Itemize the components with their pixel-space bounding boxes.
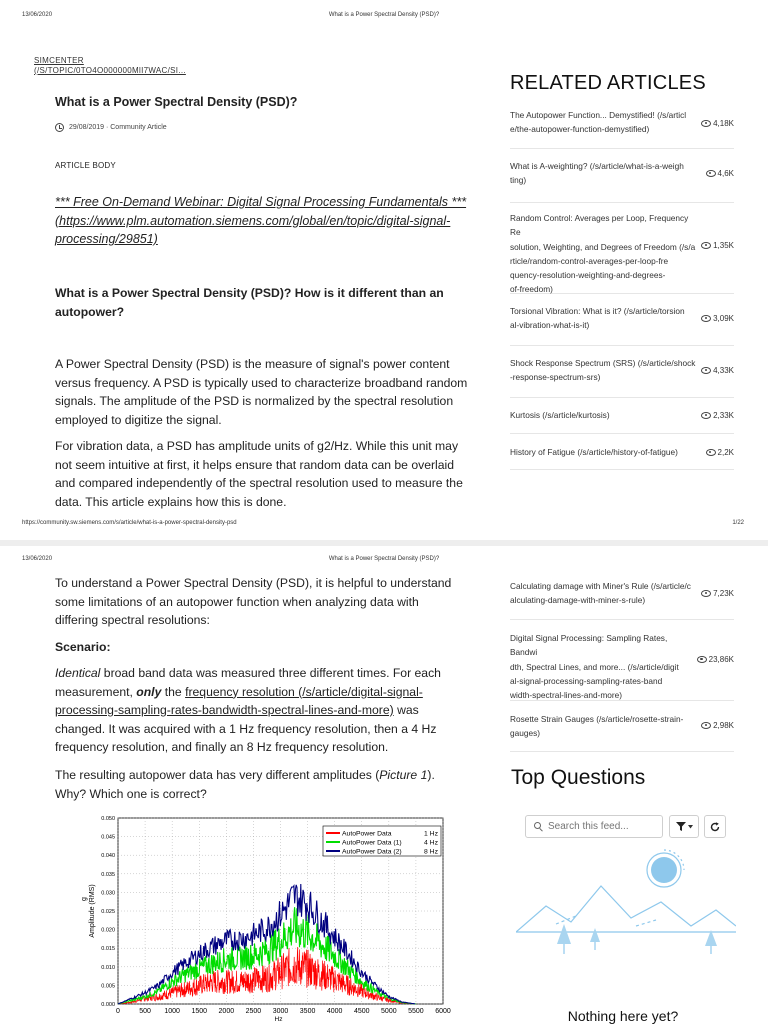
link-line[interactable]: Random Control: Averages per Loop, Frequency Re (510, 213, 689, 238)
chevron-down-icon (688, 825, 693, 829)
view-count-value: 7,23K (713, 589, 734, 598)
link-line[interactable]: History of Fatigue (/s/article/history-of-fatigue) (510, 447, 678, 457)
y-tick-label: 0.040 (101, 853, 115, 860)
sun (651, 857, 677, 883)
link-line[interactable]: e/the-autopower-function-demystified) (510, 124, 650, 135)
para-line: employed to digitize the signal. (55, 412, 222, 427)
y-tick-label: 0.025 (101, 909, 115, 915)
related-articles-continued (510, 568, 734, 758)
tree (590, 928, 600, 942)
eye-icon (701, 590, 711, 597)
breadcrumb-line[interactable]: SIMCENTER (34, 56, 84, 65)
scenario-heading: Scenario: (55, 640, 111, 654)
related-article-item[interactable] (510, 294, 734, 346)
breadcrumb-line[interactable]: (/S/TOPIC/0TO4O000000MlI7WAC/SI... (34, 66, 186, 75)
view-count (701, 411, 734, 420)
related-article-link[interactable] (510, 631, 696, 702)
related-article-link[interactable] (510, 356, 696, 385)
eye-icon (701, 242, 711, 249)
text: ). (427, 768, 435, 782)
footer-page-number: 1/22 (732, 520, 744, 526)
x-tick-label: 2500 (245, 1008, 262, 1015)
view-count-value: 4,18K (713, 119, 734, 128)
related-article-link[interactable] (510, 408, 696, 422)
link-line[interactable]: ting) (510, 175, 527, 186)
view-count (701, 721, 734, 730)
search-input[interactable] (548, 821, 658, 832)
view-count (701, 589, 734, 598)
link-line[interactable]: dth, Spectral Lines, and more... (/s/article/digit (510, 661, 679, 672)
text: was (393, 703, 419, 717)
empty-state-text: Nothing here yet? (567, 1008, 679, 1024)
x-tick-label: 6000 (435, 1008, 451, 1015)
related-article-item[interactable] (510, 106, 734, 149)
frequency-resolution-link[interactable]: processing-sampling-rates-bandwidth-spectral-lines-and-more) (55, 703, 394, 717)
x-tick-label: 3000 (272, 1008, 289, 1015)
subheading-line: autopower? (55, 304, 125, 319)
related-article-link[interactable] (510, 108, 696, 137)
top-questions-title: Top Questions (511, 766, 646, 789)
para-line: To understand a Power Spectral Density (PSD), it is helpful to understand (55, 576, 452, 590)
y-tick-label: 0.005 (101, 983, 115, 990)
legend-label: AutoPower Data (1) (342, 839, 402, 847)
y-tick-label: 0.010 (101, 964, 115, 971)
x-tick-label: 2000 (218, 1008, 235, 1015)
para-line: differing spectral resolutions: (55, 613, 210, 627)
eye-icon (706, 449, 716, 456)
y-tick-label: 0.030 (101, 890, 115, 897)
text: The resulting autopower data has very different amplitudes ( (55, 768, 380, 782)
autopower-chart (80, 812, 455, 1024)
frequency-resolution-link[interactable]: frequency resolution (/s/article/digital-signal- (185, 684, 423, 699)
emphasis: only (136, 684, 162, 699)
eye-icon (697, 656, 707, 663)
legend-label: AutoPower Data (342, 830, 392, 838)
view-count-value: 1,35K (713, 241, 734, 250)
view-count-value: 4,33K (713, 366, 734, 375)
y-axis-label: Amplitude (RMS) (89, 884, 96, 938)
y-tick-label: 0.045 (101, 834, 115, 841)
subheading-line: What is a Power Spectral Density (PSD)? How is it different than an (55, 286, 444, 300)
link-line[interactable]: Digital Signal Processing: Sampling Rates, Bandwi (510, 633, 668, 658)
header-title: What is a Power Spectral Density (PSD)? (328, 556, 440, 562)
emphasis: Identical (55, 666, 101, 680)
legend-resolution: 4 Hz (424, 839, 438, 847)
view-count (701, 119, 734, 128)
para-line: and compared independently of the spectral resolution used to measure the (55, 476, 463, 490)
y-tick-label: 0.000 (101, 1002, 115, 1008)
eye-icon (701, 315, 711, 322)
legend-resolution: 1 Hz (424, 830, 438, 838)
link-line[interactable]: of-freedom) (510, 284, 553, 295)
page-separator (0, 540, 768, 546)
para-line: For vibration data, a PSD has amplitude units of g2/Hz. While this unit may (55, 439, 459, 453)
view-count-value: 23,86K (708, 655, 734, 664)
related-articles-title: RELATED ARTICLES (510, 72, 706, 94)
link-line[interactable]: Shock Response Spectrum (SRS) (/s/article/shock (510, 358, 696, 368)
x-tick-label: 0 (116, 1008, 120, 1015)
related-article-item[interactable] (510, 149, 734, 203)
mountains (516, 886, 736, 932)
eye-icon (701, 120, 711, 127)
y-tick-label: 0.015 (101, 946, 115, 953)
link-line[interactable]: quency-resolution-weighting-and-degrees- (510, 270, 666, 281)
para-line: A Power Spectral Density (PSD) is the measure of signal's power content (55, 357, 450, 371)
view-count-value: 3,09K (713, 314, 734, 323)
eye-icon (701, 412, 711, 419)
related-article-link[interactable] (510, 159, 696, 188)
view-count-value: 4,6K (717, 169, 734, 178)
related-article-item[interactable] (510, 203, 734, 294)
para-line (55, 701, 475, 720)
view-count (697, 655, 734, 664)
text: measurement, (55, 684, 137, 699)
para-line (55, 766, 475, 785)
search-icon (534, 822, 543, 831)
para-line: not seem intuitive at first, it helps ensure that random data can be overlaid (55, 457, 455, 472)
view-count (701, 241, 734, 250)
related-articles (510, 72, 734, 512)
paragraph-result (55, 766, 475, 803)
eye-icon (701, 367, 711, 374)
related-article-link[interactable] (510, 445, 696, 459)
view-count-value: 2,33K (713, 411, 734, 420)
search-box[interactable] (525, 815, 663, 838)
picture-ref: Picture 1 (379, 768, 428, 782)
x-tick-label: 5500 (408, 1008, 424, 1015)
article-meta (55, 123, 475, 132)
para-line (55, 683, 475, 702)
paragraph-vibration-units (55, 437, 475, 511)
link-line[interactable]: Calculating damage with Miner's Rule (/s/article/c (510, 581, 691, 591)
x-tick-label: 1000 (164, 1008, 180, 1015)
view-count (701, 314, 734, 323)
y-tick-label: 0.035 (101, 871, 115, 878)
empty-state-illustration (516, 846, 736, 966)
view-count-value: 2,2K (717, 448, 734, 457)
para-line: changed. It was acquired with a 1 Hz frequency resolution, then a 4 Hz (55, 721, 437, 736)
filter-button[interactable] (669, 815, 699, 838)
text: the (161, 684, 186, 699)
para-line: signals. The amplitude of the PSD is normalized by the spectral resolution (55, 394, 454, 408)
tree (557, 924, 571, 944)
paragraph-psd-definition (55, 355, 475, 429)
link-line[interactable]: What is A-weighting? (/s/article/what-is-a-weigh (510, 161, 684, 171)
para-line: Why? Which one is correct? (55, 786, 207, 801)
paragraph-intro (55, 574, 475, 630)
text: broad band data was measured three different times. For each (100, 666, 441, 680)
header-date: 13/06/2020 (22, 12, 53, 18)
para-line: frequency resolution, and finally an 8 Hz frequency resolution. (55, 740, 389, 754)
eye-icon (701, 722, 711, 729)
link-line[interactable]: -response-spectrum-srs) (510, 372, 601, 383)
related-article-item[interactable] (510, 620, 734, 701)
related-article-item[interactable] (510, 346, 734, 398)
x-tick-label: 5000 (381, 1008, 397, 1015)
view-count (701, 366, 734, 375)
para-line: some limitations of an autopower function when analyzing data with (55, 594, 419, 609)
article-meta-text: 29/08/2019 · Community Article (69, 124, 167, 131)
y-axis-unit: g (81, 897, 88, 901)
legend-resolution: 8 Hz (424, 848, 438, 856)
link-line[interactable]: al-vibration-what-is-it) (510, 320, 590, 331)
related-article-item[interactable] (510, 568, 734, 620)
link-line[interactable]: width-spectral-lines-and-more) (510, 690, 623, 701)
breadcrumb[interactable] (34, 56, 186, 76)
x-axis-label: Hz (274, 1016, 283, 1023)
related-article-item[interactable] (510, 701, 734, 752)
x-tick-label: 3500 (299, 1008, 316, 1015)
header-title: What is a Power Spectral Density (PSD)? (328, 12, 440, 18)
related-article-link[interactable] (510, 712, 696, 741)
para-line: versus frequency. A PSD is typically used to characterize broadband random (55, 375, 468, 390)
para-line: data. This article explains how this is done. (55, 494, 287, 509)
footer-url[interactable]: https://community.sw.siemens.com/s/article/what-is-a-power-spectral-density-psd (22, 520, 237, 526)
refresh-button[interactable] (704, 815, 726, 838)
link-line[interactable]: solution, Weighting, and Degrees of Freedom (/s/a (510, 241, 696, 252)
webinar-line[interactable]: processing/29851) (55, 232, 158, 246)
related-article-item[interactable] (510, 434, 734, 470)
subheading (55, 284, 475, 321)
view-count (706, 169, 734, 178)
x-tick-label: 1500 (191, 1008, 208, 1015)
view-count (706, 448, 734, 457)
related-article-link[interactable] (510, 211, 696, 297)
paragraph-scenario (55, 664, 475, 757)
x-tick-label: 500 (139, 1008, 151, 1015)
webinar-link[interactable] (55, 193, 485, 249)
link-line[interactable]: alculating-damage-with-miner-s-rule) (510, 595, 646, 606)
filter-icon (676, 822, 686, 831)
y-tick-label: 0.050 (101, 816, 115, 822)
link-line[interactable]: The Autopower Function... Demystified! (/s/articl (510, 110, 687, 120)
clock-icon (55, 123, 64, 132)
article-title: What is a Power Spectral Density (PSD)? (55, 95, 298, 109)
x-tick-label: 4500 (353, 1008, 370, 1015)
webinar-line[interactable]: *** Free On-Demand Webinar: Digital Signal Processing Fundamentals *** (55, 195, 467, 209)
webinar-line[interactable]: (https://www.plm.automation.siemens.com/global/en/topic/digital-signal- (55, 213, 451, 228)
related-article-item[interactable] (510, 398, 734, 434)
eye-icon (706, 170, 716, 177)
view-count-value: 2,98K (713, 721, 734, 730)
legend-label: AutoPower Data (2) (342, 848, 402, 856)
link-line[interactable]: Torsional Vibration: What is it? (/s/article/torsion (510, 306, 685, 316)
link-line[interactable]: rticle/random-control-averages-per-loop-fre (510, 255, 669, 266)
article-body-label: ARTICLE BODY (55, 161, 116, 170)
x-tick-label: 4000 (326, 1008, 343, 1015)
link-line[interactable]: Rosette Strain Gauges (/s/article/rosette-strain- (510, 714, 684, 724)
link-line[interactable]: al-signal-processing-sampling-rates-band (510, 675, 663, 686)
related-article-link[interactable] (510, 579, 696, 608)
link-line[interactable]: Kurtosis (/s/article/kurtosis) (510, 410, 610, 420)
link-line[interactable]: gauges) (510, 728, 540, 739)
para-line (55, 664, 475, 683)
refresh-icon (710, 822, 720, 832)
y-tick-label: 0.020 (101, 927, 115, 934)
header-date: 13/06/2020 (22, 556, 53, 562)
related-article-link[interactable] (510, 304, 696, 333)
